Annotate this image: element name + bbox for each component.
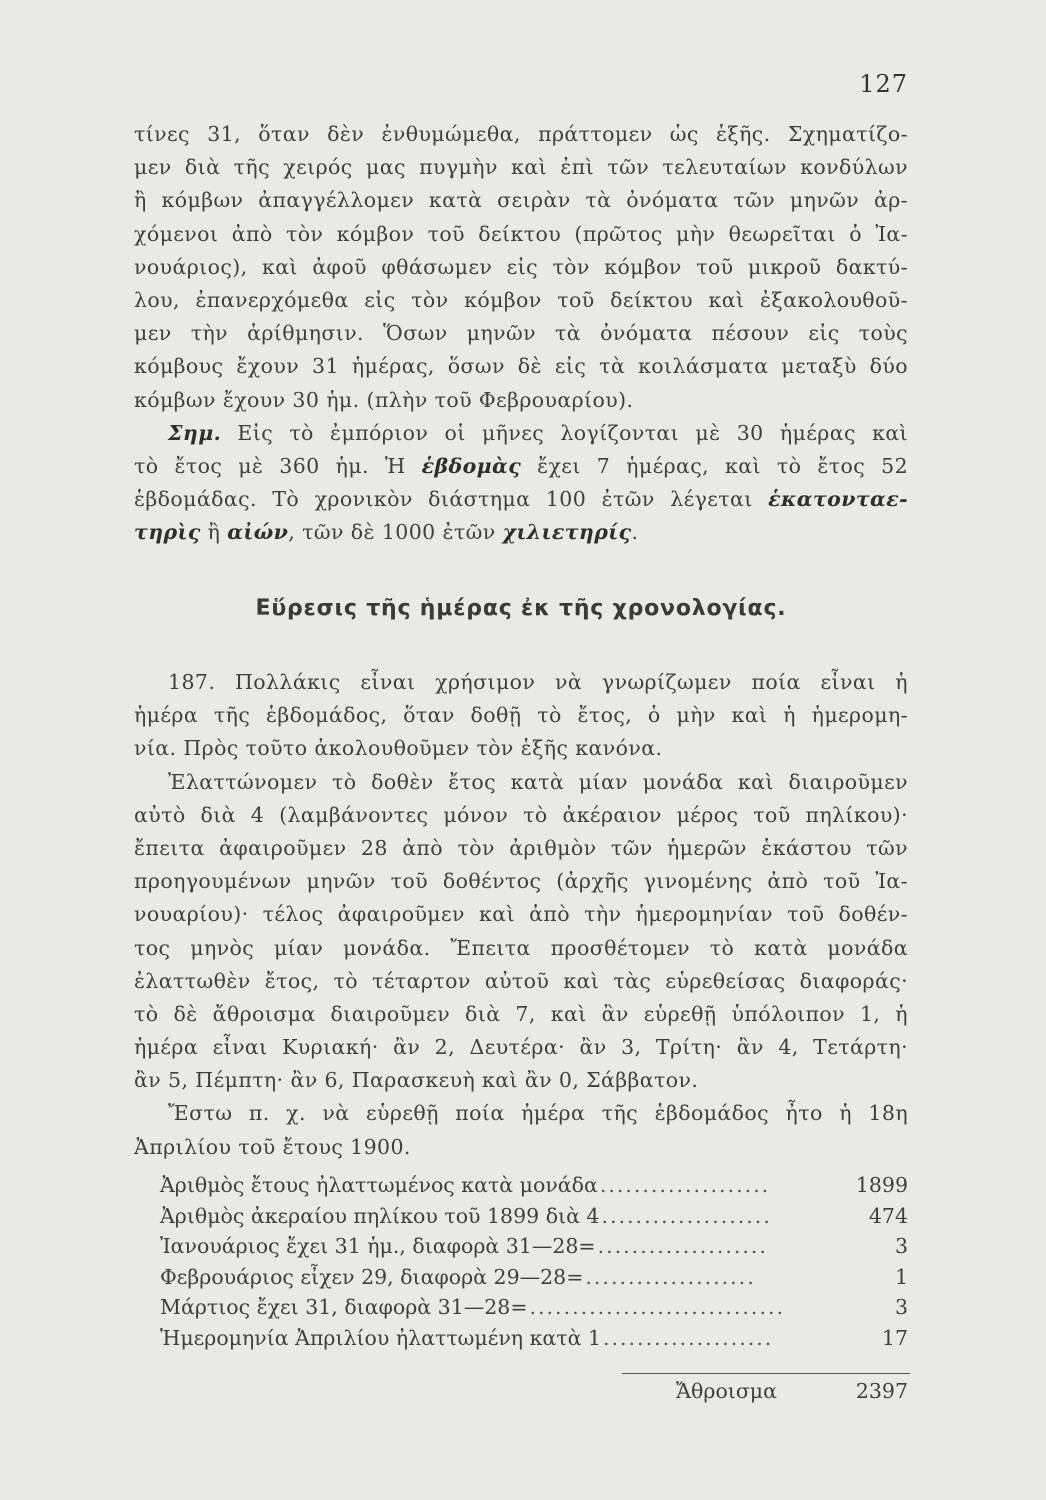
text-line: ἂν 5, Πέμπτη· ἂν 6, Παρασκευὴ καὶ ἂν 0, Σάββατον. bbox=[134, 1068, 699, 1093]
text-line: νουαρίου)· τέλος ἀφαιροῦμεν καὶ ἀπὸ τὴν ἡμερομηνίαν τοῦ δοθέν- bbox=[134, 902, 908, 927]
calculation-row bbox=[134, 1201, 908, 1232]
note-text: ἑβδομάδας. Τὸ χρονικὸν διάστημα 100 ἐτῶν λέγεται bbox=[134, 487, 769, 512]
row-value: 17 bbox=[881, 1325, 908, 1350]
note-text: ἢ bbox=[200, 520, 228, 545]
text-line: νία. Πρὸς τοῦτο ἀκολουθοῦμεν τὸν ἑξῆς κανόνα. bbox=[134, 736, 663, 761]
text-line: τὸ δὲ ἄθροισμα διαιροῦμεν διὰ 7, καὶ ἂν εὑρεθῇ ὑπόλοιπον 1, ἡ bbox=[134, 1001, 908, 1026]
term-millennium: χιλιετηρίς bbox=[502, 520, 632, 545]
text-line: ἔπειτα ἀφαιροῦμεν 28 ἀπὸ τὸν ἀριθμὸν τῶν ἡμερῶν ἑκάστου τῶν bbox=[134, 835, 908, 860]
row-value: 3 bbox=[894, 1234, 908, 1259]
note-text: ἔχει 7 ἡμέρας, καὶ τὸ ἔτος 52 bbox=[521, 453, 908, 478]
leader-dots: .............................. bbox=[529, 1295, 785, 1320]
term-week: ἑβδομὰς bbox=[421, 453, 522, 478]
text-line: κόμβους ἔχουν 31 ἡμέρας, ὅσων δὲ εἰς τὰ κοιλάσματα μεταξὺ δύο bbox=[134, 354, 908, 379]
row-value: 1899 bbox=[855, 1173, 908, 1197]
text-line: ἢ κόμβων ἀπαγγέλλομεν κατὰ σειρὰν τὰ ὀνόματα τῶν μηνῶν ἀρ- bbox=[134, 188, 908, 213]
text-line: 187. Πολλάκις εἶναι χρήσιμον νὰ γνωρίζωμεν ποία εἶναι ἡ bbox=[168, 670, 908, 694]
sum-value: 2397 bbox=[855, 1379, 908, 1403]
text-line: νουάριος), καὶ ἀφοῦ φθάσωμεν εἰς τὸν κόμβον τοῦ μικροῦ δακτύ- bbox=[134, 254, 908, 279]
text-line: τίνες 31, ὅταν δὲν ἐνθυμώμεθα, πράττομεν ὡς ἑξῆς. Σχηματίζο- bbox=[134, 122, 908, 146]
note-line bbox=[134, 516, 908, 549]
text-line: κόμβων ἔχουν 30 ἡμ. (πλὴν τοῦ Φεβρουαρίου). bbox=[134, 387, 634, 412]
row-value: 3 bbox=[894, 1295, 908, 1320]
calculation-row bbox=[134, 1231, 908, 1262]
row-label: Ἀριθμὸς ἀκεραίου πηλίκου τοῦ 1899 διὰ 4 bbox=[160, 1203, 600, 1228]
note-text: , τῶν δὲ 1000 ἐτῶν bbox=[288, 520, 503, 545]
note-text: . bbox=[631, 520, 639, 545]
text-line: λου, ἐπανερχόμεθα εἰς τὸν κόμβον τοῦ δείκτου καὶ ἐξακολουθοῦ- bbox=[134, 287, 908, 312]
term-aeon: αἰών bbox=[227, 520, 289, 545]
text-line: Ἔστω π. χ. νὰ εὑρεθῇ ποία ἡμέρα τῆς ἑβδομάδος ἦτο ἡ 18η bbox=[168, 1101, 908, 1126]
leader-dots: .................... bbox=[597, 1234, 768, 1259]
leader-dots: .................... bbox=[601, 1203, 772, 1228]
leader-dots: .................... bbox=[602, 1325, 774, 1350]
row-label: Ἡμερομηνία Ἀπριλίου ἠλαττωμένη κατὰ 1 bbox=[160, 1325, 601, 1350]
calculation-row bbox=[134, 1323, 908, 1354]
text-line: τος μηνὸς μίαν μονάδα. Ἔπειτα προσθέτομεν τὸ κατὰ μονάδα bbox=[134, 935, 908, 960]
row-label: Μάρτιος ἔχει 31, διαφορὰ 31—28= bbox=[160, 1295, 528, 1320]
note-line bbox=[134, 483, 908, 516]
row-label: Ἰανουάριος ἔχει 31 ἡμ., διαφορὰ 31—28= bbox=[160, 1234, 596, 1259]
calculation-row bbox=[134, 1292, 908, 1323]
text-line: ἡμέρα τῆς ἑβδομάδος, ὅταν δοθῇ τὸ ἔτος, ὁ μὴν καὶ ἡ ἡμερομη- bbox=[134, 703, 908, 728]
note-text: Εἰς τὸ ἐμπόριον οἱ μῆνες λογίζονται μὲ 30 ἡμέρας καὶ bbox=[221, 420, 908, 445]
text-line: μεν διὰ τῆς χειρός μας πυγμὴν καὶ ἐπὶ τῶν τελευταίων κονδύλων bbox=[134, 155, 908, 180]
text-line: ἡμέρα εἶναι Κυριακή· ἂν 2, Δευτέρα· ἂν 3, Τρίτη· ἂν 4, Τετάρτη· bbox=[134, 1035, 908, 1060]
text-line: Ἀπριλίου τοῦ ἔτους 1900. bbox=[134, 1134, 411, 1159]
text-line: αὐτὸ διὰ 4 (λαμβάνοντες μόνον τὸ ἀκέραιον μέρος τοῦ πηλίκου)· bbox=[134, 802, 908, 827]
paragraph-months-knuckles bbox=[134, 118, 908, 549]
sum-row bbox=[676, 1379, 908, 1403]
note-line bbox=[134, 417, 908, 450]
leader-dots: .................... bbox=[599, 1173, 771, 1197]
text-line: προηγουμένων μηνῶν τοῦ δοθέντος (ἀρχῆς γινομένης ἀπὸ τοῦ Ἰα- bbox=[134, 869, 908, 894]
row-value: 1 bbox=[894, 1264, 908, 1289]
text-line: ἐλαττωθὲν ἔτος, τὸ τέταρτον αὐτοῦ καὶ τὰς εὑρεθείσας διαφοράς· bbox=[134, 968, 908, 993]
term-century: ἑκατονταε- bbox=[768, 487, 908, 512]
row-value: 474 bbox=[868, 1203, 908, 1228]
sum-rule bbox=[622, 1373, 910, 1374]
row-label: Ἀριθμὸς ἔτους ἠλαττωμένος κατὰ μονάδα bbox=[160, 1173, 598, 1197]
row-label: Φεβρουάριος εἶχεν 29, διαφορὰ 29—28= bbox=[160, 1264, 584, 1289]
note-label: Σημ. bbox=[168, 420, 222, 445]
calculation-table bbox=[134, 1170, 908, 1354]
text-line: χόμενοι ἀπὸ τὸν κόμβον τοῦ δείκτου (πρῶτος μὴν θεωρεῖται ὁ Ἰα- bbox=[134, 221, 908, 246]
calculation-row bbox=[134, 1262, 908, 1293]
note-text: τὸ ἔτος μὲ 360 ἡμ. Ἡ bbox=[134, 453, 422, 478]
sum-label: Ἄθροισμα bbox=[676, 1379, 777, 1403]
section-heading: Εὕρεσις τῆς ἡμέρας ἐκ τῆς χρονολογίας. bbox=[255, 596, 787, 621]
note-line bbox=[134, 450, 908, 483]
leader-dots: .................... bbox=[585, 1264, 756, 1289]
text-line: Ἐλαττώνομεν τὸ δοθὲν ἔτος κατὰ μίαν μονάδα καὶ διαιροῦμεν bbox=[168, 769, 908, 794]
term-century-end: τηρὶς bbox=[134, 520, 201, 545]
calculation-row bbox=[134, 1170, 908, 1201]
page-number: 127 bbox=[859, 70, 908, 98]
text-line: μεν τὴν ἀρίθμησιν. Ὅσων μηνῶν τὰ ὀνόματα πέσουν εἰς τοὺς bbox=[134, 321, 908, 346]
paragraph-rule bbox=[134, 666, 908, 1164]
